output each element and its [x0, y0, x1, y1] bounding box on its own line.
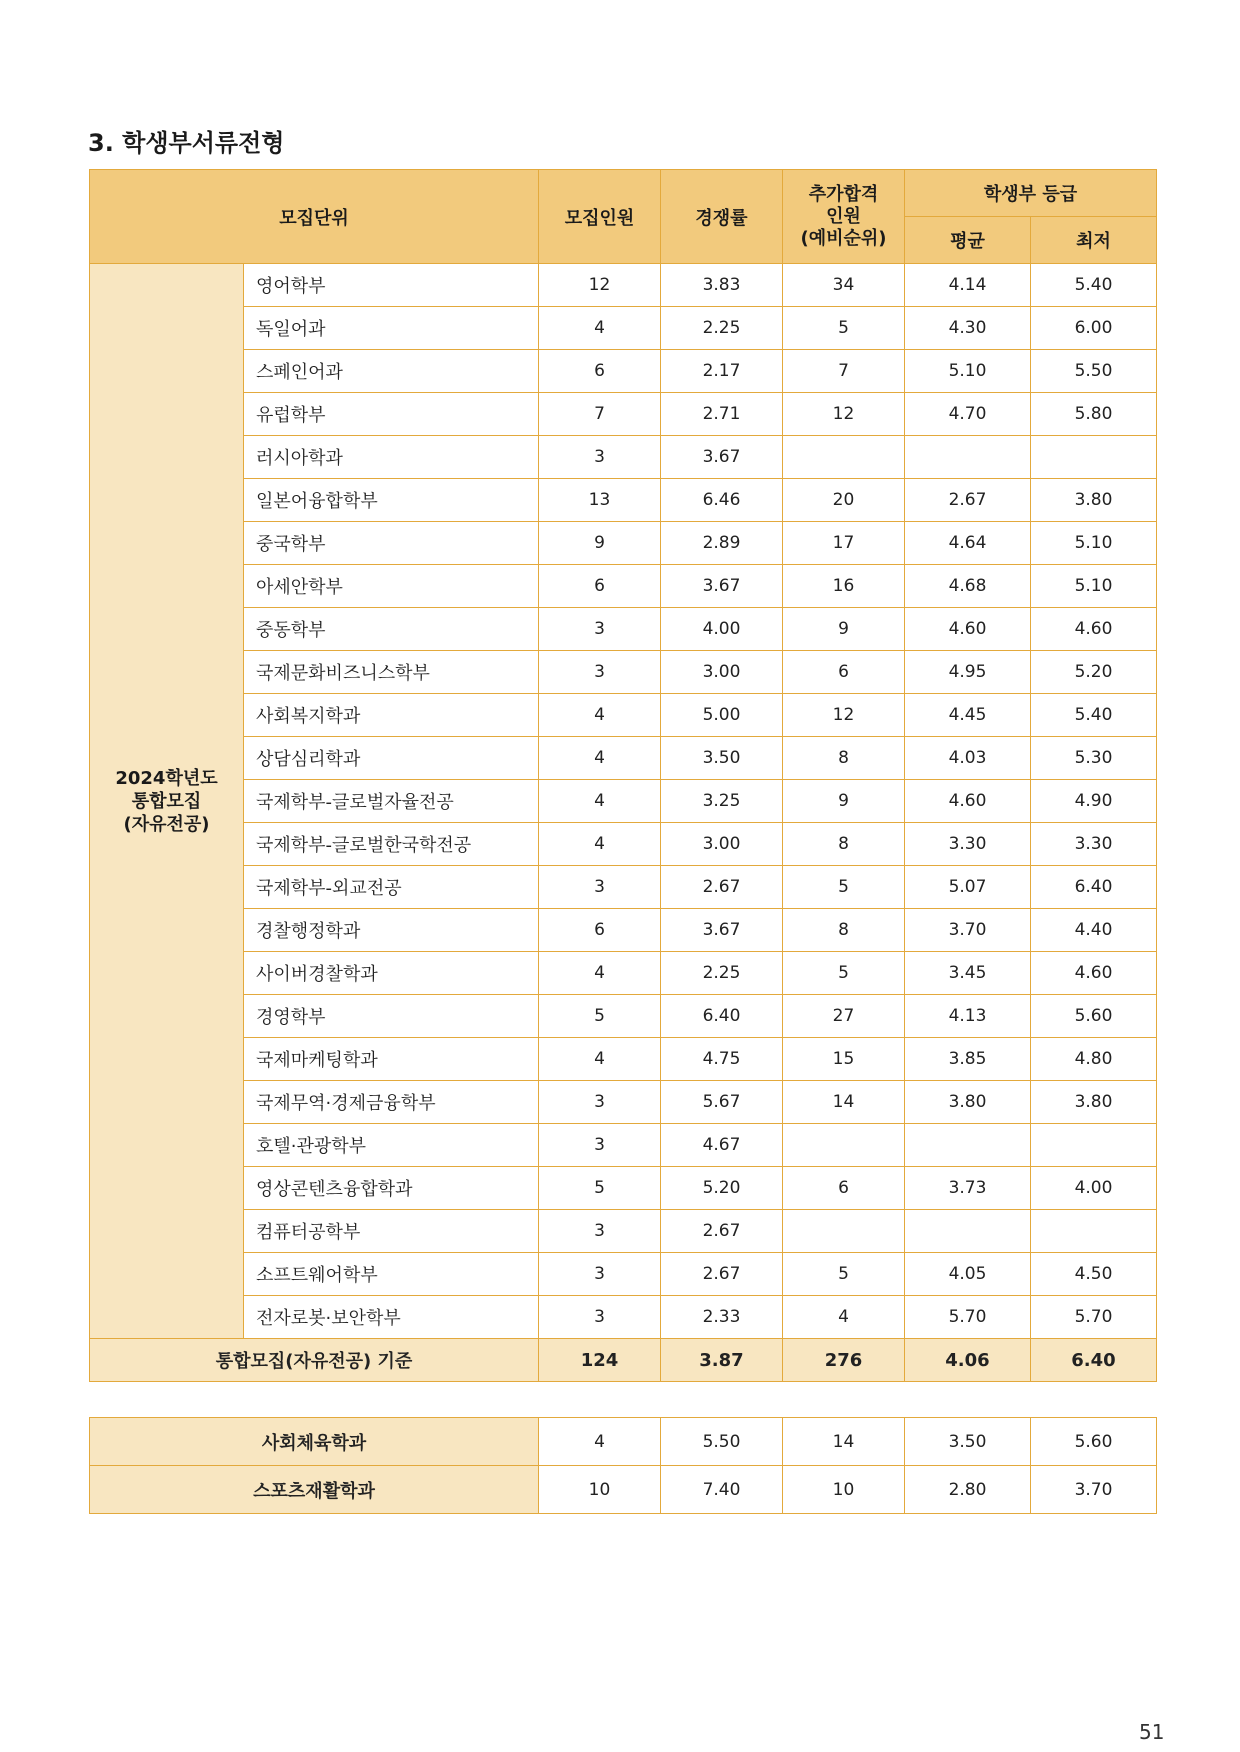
cell-add: 5 [783, 307, 905, 350]
cell-rate: 5.50 [661, 1418, 783, 1466]
department-name: 국제마케팅학과 [244, 1038, 539, 1081]
total-min: 6.40 [1031, 1339, 1157, 1382]
section-title: 3. 학생부서류전형 [88, 129, 285, 157]
cell-avg: 4.05 [905, 1253, 1031, 1296]
group-label-line3: (자유전공) [123, 813, 210, 835]
cell-avg: 5.07 [905, 866, 1031, 909]
cell-avg [905, 1124, 1031, 1167]
cell-rate: 5.00 [661, 694, 783, 737]
cell-add: 14 [783, 1418, 905, 1466]
table-row [90, 995, 1157, 1038]
cell-min: 4.60 [1031, 952, 1157, 995]
department-name: 중국학부 [244, 522, 539, 565]
cell-quota: 9 [539, 522, 661, 565]
table-row [90, 823, 1157, 866]
cell-min: 5.60 [1031, 995, 1157, 1038]
department-name: 국제학부-글로벌한국학전공 [244, 823, 539, 866]
department-name: 스페인어과 [244, 350, 539, 393]
cell-rate: 2.33 [661, 1296, 783, 1339]
department-name: 국제학부-외교전공 [244, 866, 539, 909]
cell-min: 5.40 [1031, 264, 1157, 307]
cell-quota: 10 [539, 1466, 661, 1514]
department-name: 경영학부 [244, 995, 539, 1038]
department-name: 경찰행정학과 [244, 909, 539, 952]
cell-avg [905, 1210, 1031, 1253]
cell-add: 5 [783, 866, 905, 909]
cell-add: 10 [783, 1466, 905, 1514]
page-number: 51 [1139, 1720, 1165, 1744]
cell-min: 5.20 [1031, 651, 1157, 694]
cell-rate: 2.25 [661, 307, 783, 350]
cell-add: 5 [783, 1253, 905, 1296]
cell-min: 6.40 [1031, 866, 1157, 909]
cell-rate: 5.67 [661, 1081, 783, 1124]
cell-min: 5.40 [1031, 694, 1157, 737]
department-name: 컴퓨터공학부 [244, 1210, 539, 1253]
cell-rate: 3.83 [661, 264, 783, 307]
department-name: 국제무역·경제금융학부 [244, 1081, 539, 1124]
department-name: 국제문화비즈니스학부 [244, 651, 539, 694]
cell-avg: 4.30 [905, 307, 1031, 350]
department-name: 러시아학과 [244, 436, 539, 479]
header-grade: 학생부 등급 [905, 170, 1157, 217]
cell-avg: 4.14 [905, 264, 1031, 307]
cell-add: 16 [783, 565, 905, 608]
cell-avg: 4.68 [905, 565, 1031, 608]
department-name: 호텔·관광학부 [244, 1124, 539, 1167]
cell-rate: 2.89 [661, 522, 783, 565]
cell-min: 4.60 [1031, 608, 1157, 651]
cell-quota: 4 [539, 694, 661, 737]
cell-quota: 4 [539, 780, 661, 823]
cell-rate: 4.67 [661, 1124, 783, 1167]
table-row [90, 393, 1157, 436]
cell-quota: 3 [539, 651, 661, 694]
cell-add: 8 [783, 823, 905, 866]
header-unit: 모집단위 [90, 170, 539, 264]
cell-rate: 3.00 [661, 823, 783, 866]
total-row [90, 1339, 1157, 1382]
cell-avg: 4.64 [905, 522, 1031, 565]
total-rate: 3.87 [661, 1339, 783, 1382]
cell-add: 7 [783, 350, 905, 393]
department-name: 유럽학부 [244, 393, 539, 436]
cell-rate: 2.25 [661, 952, 783, 995]
cell-min: 5.80 [1031, 393, 1157, 436]
cell-rate: 4.00 [661, 608, 783, 651]
cell-quota: 4 [539, 307, 661, 350]
table-row [90, 737, 1157, 780]
cell-add: 15 [783, 1038, 905, 1081]
header-additional [783, 170, 905, 264]
cell-quota: 5 [539, 995, 661, 1038]
cell-add: 12 [783, 694, 905, 737]
cell-avg: 4.13 [905, 995, 1031, 1038]
table-row [90, 909, 1157, 952]
cell-quota: 4 [539, 1418, 661, 1466]
cell-quota: 4 [539, 1038, 661, 1081]
cell-add: 6 [783, 1167, 905, 1210]
cell-quota: 13 [539, 479, 661, 522]
cell-add: 27 [783, 995, 905, 1038]
department-name: 독일어과 [244, 307, 539, 350]
cell-add [783, 1124, 905, 1167]
cell-add: 20 [783, 479, 905, 522]
cell-rate: 2.71 [661, 393, 783, 436]
department-name: 국제학부-글로벌자율전공 [244, 780, 539, 823]
cell-avg: 3.50 [905, 1418, 1031, 1466]
cell-min: 3.80 [1031, 479, 1157, 522]
department-name: 사회복지학과 [244, 694, 539, 737]
cell-min [1031, 1124, 1157, 1167]
cell-add: 8 [783, 737, 905, 780]
cell-min: 4.50 [1031, 1253, 1157, 1296]
table-row [90, 264, 1157, 307]
table-row [90, 1210, 1157, 1253]
cell-add: 8 [783, 909, 905, 952]
cell-quota: 6 [539, 350, 661, 393]
cell-avg: 2.80 [905, 1466, 1031, 1514]
admission-results-table [89, 169, 1157, 1382]
cell-quota: 3 [539, 1210, 661, 1253]
cell-avg: 4.45 [905, 694, 1031, 737]
header-additional-line1: 추가합격 [808, 183, 879, 205]
cell-quota: 7 [539, 393, 661, 436]
cell-avg: 4.70 [905, 393, 1031, 436]
department-name: 소프트웨어학부 [244, 1253, 539, 1296]
cell-add: 9 [783, 608, 905, 651]
table-row [90, 608, 1157, 651]
department-name: 스포츠재활학과 [90, 1466, 539, 1514]
cell-avg [905, 436, 1031, 479]
group-label [90, 264, 244, 1339]
cell-rate: 3.50 [661, 737, 783, 780]
cell-quota: 3 [539, 1081, 661, 1124]
header-additional-line3: (예비순위) [800, 227, 887, 249]
table-row [90, 565, 1157, 608]
department-name: 중동학부 [244, 608, 539, 651]
table-row [90, 1081, 1157, 1124]
cell-quota: 3 [539, 1253, 661, 1296]
cell-quota: 3 [539, 866, 661, 909]
cell-rate: 2.67 [661, 866, 783, 909]
department-name: 사회체육학과 [90, 1418, 539, 1466]
cell-quota: 3 [539, 436, 661, 479]
cell-rate: 2.67 [661, 1210, 783, 1253]
department-name: 아세안학부 [244, 565, 539, 608]
cell-avg: 3.85 [905, 1038, 1031, 1081]
department-name: 상담심리학과 [244, 737, 539, 780]
cell-quota: 6 [539, 565, 661, 608]
cell-rate: 4.75 [661, 1038, 783, 1081]
table-row [90, 522, 1157, 565]
cell-rate: 2.67 [661, 1253, 783, 1296]
cell-quota: 4 [539, 952, 661, 995]
cell-min: 5.50 [1031, 350, 1157, 393]
department-name: 사이버경찰학과 [244, 952, 539, 995]
cell-min: 4.80 [1031, 1038, 1157, 1081]
cell-rate: 2.17 [661, 350, 783, 393]
total-quota: 124 [539, 1339, 661, 1382]
cell-avg: 4.03 [905, 737, 1031, 780]
group-label-line2: 통합모집 [131, 790, 202, 812]
table-row [90, 1418, 1157, 1466]
cell-add: 6 [783, 651, 905, 694]
cell-min: 3.30 [1031, 823, 1157, 866]
cell-min [1031, 1210, 1157, 1253]
table-row [90, 866, 1157, 909]
cell-add: 4 [783, 1296, 905, 1339]
table-row [90, 1253, 1157, 1296]
cell-rate: 7.40 [661, 1466, 783, 1514]
header-min: 최저 [1031, 217, 1157, 264]
cell-avg: 4.60 [905, 608, 1031, 651]
cell-min: 3.70 [1031, 1466, 1157, 1514]
group-label-line1: 2024학년도 [115, 767, 218, 789]
table-row [90, 651, 1157, 694]
cell-min: 4.90 [1031, 780, 1157, 823]
header-competition: 경쟁률 [661, 170, 783, 264]
cell-avg: 5.10 [905, 350, 1031, 393]
cell-rate: 3.67 [661, 565, 783, 608]
cell-quota: 6 [539, 909, 661, 952]
cell-min: 4.40 [1031, 909, 1157, 952]
cell-rate: 3.25 [661, 780, 783, 823]
department-name: 일본어융합학부 [244, 479, 539, 522]
cell-avg: 2.67 [905, 479, 1031, 522]
header-quota: 모집인원 [539, 170, 661, 264]
table-row [90, 436, 1157, 479]
cell-quota: 3 [539, 1124, 661, 1167]
table-row [90, 350, 1157, 393]
cell-min: 5.30 [1031, 737, 1157, 780]
cell-rate: 5.20 [661, 1167, 783, 1210]
total-add: 276 [783, 1339, 905, 1382]
cell-avg: 3.45 [905, 952, 1031, 995]
cell-quota: 3 [539, 608, 661, 651]
cell-quota: 4 [539, 823, 661, 866]
table-row [90, 479, 1157, 522]
cell-rate: 3.67 [661, 436, 783, 479]
sports-departments-table [89, 1417, 1157, 1514]
table-row [90, 1296, 1157, 1339]
department-name: 영상콘텐츠융합학과 [244, 1167, 539, 1210]
cell-avg: 3.73 [905, 1167, 1031, 1210]
department-name: 전자로봇·보안학부 [244, 1296, 539, 1339]
cell-min: 3.80 [1031, 1081, 1157, 1124]
cell-rate: 3.00 [661, 651, 783, 694]
total-label: 통합모집(자유전공) 기준 [90, 1339, 539, 1382]
cell-add [783, 436, 905, 479]
cell-quota: 3 [539, 1296, 661, 1339]
cell-rate: 6.40 [661, 995, 783, 1038]
cell-min: 5.60 [1031, 1418, 1157, 1466]
cell-add: 17 [783, 522, 905, 565]
cell-avg: 3.80 [905, 1081, 1031, 1124]
table-row [90, 307, 1157, 350]
department-name: 영어학부 [244, 264, 539, 307]
cell-min: 4.00 [1031, 1167, 1157, 1210]
cell-avg: 5.70 [905, 1296, 1031, 1339]
total-avg: 4.06 [905, 1339, 1031, 1382]
cell-avg: 4.60 [905, 780, 1031, 823]
cell-quota: 4 [539, 737, 661, 780]
cell-quota: 5 [539, 1167, 661, 1210]
cell-add: 14 [783, 1081, 905, 1124]
table-row [90, 1167, 1157, 1210]
header-additional-line2: 인원 [826, 205, 861, 227]
cell-min: 6.00 [1031, 307, 1157, 350]
cell-min: 5.10 [1031, 565, 1157, 608]
cell-min: 5.10 [1031, 522, 1157, 565]
cell-add: 34 [783, 264, 905, 307]
cell-add: 12 [783, 393, 905, 436]
cell-avg: 3.70 [905, 909, 1031, 952]
table-row [90, 1466, 1157, 1514]
cell-rate: 6.46 [661, 479, 783, 522]
table-row [90, 952, 1157, 995]
cell-add [783, 1210, 905, 1253]
cell-min: 5.70 [1031, 1296, 1157, 1339]
cell-quota: 12 [539, 264, 661, 307]
table-row [90, 1124, 1157, 1167]
table-row [90, 1038, 1157, 1081]
cell-rate: 3.67 [661, 909, 783, 952]
cell-min [1031, 436, 1157, 479]
cell-avg: 4.95 [905, 651, 1031, 694]
cell-avg: 3.30 [905, 823, 1031, 866]
header-avg: 평균 [905, 217, 1031, 264]
cell-add: 9 [783, 780, 905, 823]
table-row [90, 694, 1157, 737]
table-row [90, 780, 1157, 823]
cell-add: 5 [783, 952, 905, 995]
